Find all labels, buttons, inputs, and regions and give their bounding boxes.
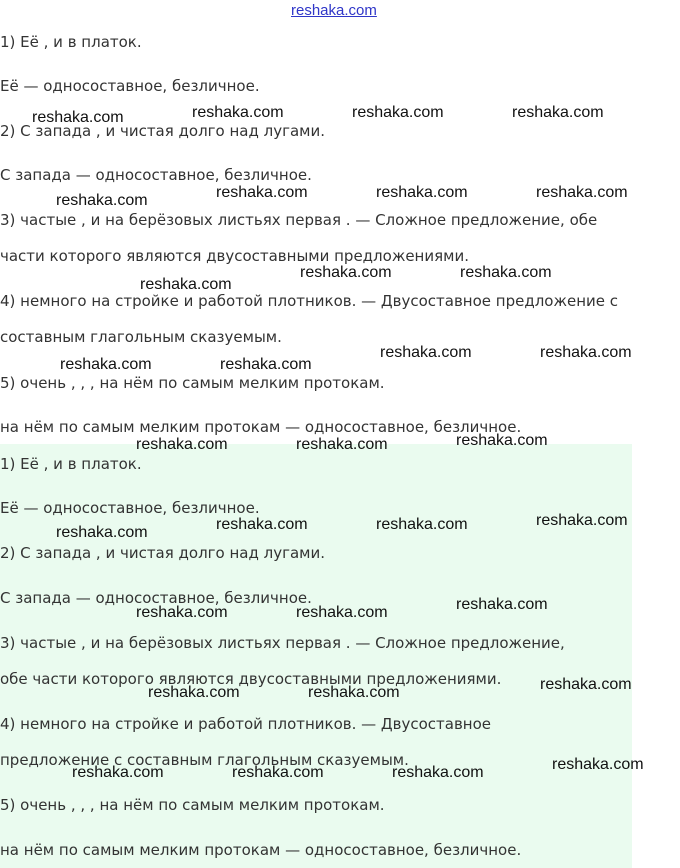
watermark: reshaka.com	[540, 676, 632, 693]
watermark: reshaka.com	[140, 276, 232, 293]
watermark: reshaka.com	[540, 344, 632, 361]
watermark: reshaka.com	[60, 356, 152, 373]
text-line: 3) частые , и на берёзовых листьях первая . — Сложное предложение,	[0, 634, 565, 652]
watermark: reshaka.com	[536, 184, 628, 201]
watermark: reshaka.com	[456, 432, 548, 449]
watermark: reshaka.com	[376, 516, 468, 533]
watermark: reshaka.com	[376, 184, 468, 201]
watermark: reshaka.com	[72, 764, 164, 781]
watermark: reshaka.com	[216, 516, 308, 533]
watermark: reshaka.com	[552, 756, 644, 773]
watermark: reshaka.com	[536, 512, 628, 529]
text-line: Её — односоставное, безличное.	[0, 499, 260, 517]
text-line: составным глагольным сказуемым.	[0, 328, 282, 346]
watermark: reshaka.com	[296, 436, 388, 453]
watermark: reshaka.com	[148, 684, 240, 701]
text-line: 2) С запада , и чистая долго над лугами.	[0, 122, 326, 140]
watermark: reshaka.com	[512, 104, 604, 121]
watermark: reshaka.com	[300, 264, 392, 281]
watermark: reshaka.com	[136, 604, 228, 621]
watermark: reshaka.com	[456, 596, 548, 613]
watermark: reshaka.com	[192, 104, 284, 121]
watermark: reshaka.com	[216, 184, 308, 201]
text-line: 2) С запада , и чистая долго над лугами.	[0, 544, 326, 562]
watermark: reshaka.com	[56, 192, 148, 209]
text-line: обе части которого являются двусоставными предложениями.	[0, 670, 502, 688]
watermark: reshaka.com	[220, 356, 312, 373]
text-line: 4) немного на стройке и работой плотников. — Двусоставное предложение с	[0, 292, 619, 310]
text-line: 5) очень , , , на нём по самым мелким протокам.	[0, 796, 385, 814]
text-line: С запада — односоставное, безличное.	[0, 166, 312, 184]
text-line: на нём по самым мелким протокам — односоставное, безличное.	[0, 418, 522, 436]
text-line: на нём по самым мелким протокам — односоставное, безличное.	[0, 841, 522, 859]
watermark: reshaka.com	[308, 684, 400, 701]
watermark: reshaka.com	[32, 109, 124, 126]
text-line: 4) немного на стройке и работой плотников. — Двусоставное	[0, 715, 492, 733]
text-line: С запада — односоставное, безличное.	[0, 589, 312, 607]
text-line: 3) частые , и на берёзовых листьях первая . — Сложное предложение, обе	[0, 211, 598, 229]
watermark: reshaka.com	[136, 436, 228, 453]
watermark: reshaka.com	[392, 764, 484, 781]
text-line: 5) очень , , , на нём по самым мелким протокам.	[0, 374, 385, 392]
watermark: reshaka.com	[296, 604, 388, 621]
text-line: части которого являются двусоставными предложениями.	[0, 247, 469, 265]
text-line: Её — односоставное, безличное.	[0, 77, 260, 95]
site-link[interactable]: reshaka.com	[291, 2, 377, 19]
watermark: reshaka.com	[232, 764, 324, 781]
watermark: reshaka.com	[352, 104, 444, 121]
text-line: предложение с составным глагольным сказуемым.	[0, 751, 409, 769]
watermark: reshaka.com	[56, 524, 148, 541]
text-line: 1) Её , и в платок.	[0, 455, 142, 473]
text-line: 1) Её , и в платок.	[0, 33, 142, 51]
watermark: reshaka.com	[460, 264, 552, 281]
watermark: reshaka.com	[380, 344, 472, 361]
